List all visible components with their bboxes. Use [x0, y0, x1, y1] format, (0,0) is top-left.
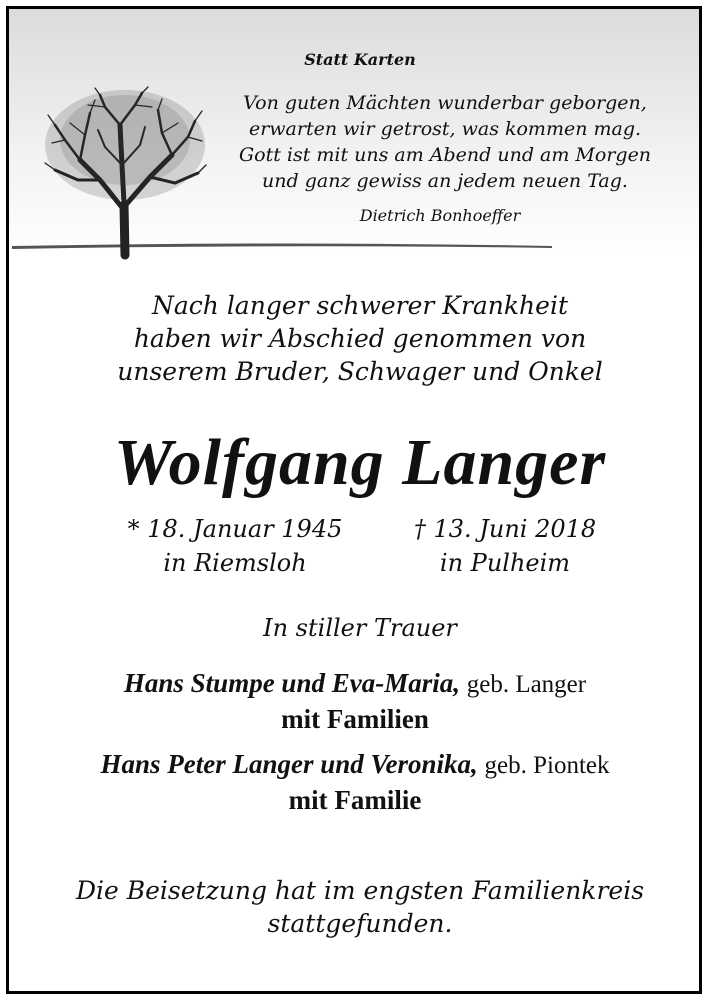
- death-place: in Pulheim: [439, 549, 571, 577]
- closing-line: Die Beisetzung hat im engsten Familienkreis: [75, 876, 645, 905]
- death-info: [385, 512, 625, 580]
- death-date: † 13. Juni 2018: [413, 515, 597, 543]
- birth-date: * 18. Januar 1945: [127, 515, 343, 543]
- mourning-line: In stiller Trauer: [263, 614, 457, 642]
- intro-line: haben wir Abschied genommen von: [133, 324, 587, 353]
- intro-line: unserem Bruder, Schwager und Onkel: [117, 357, 603, 386]
- poem-line: Gott ist mit uns am Abend und am Morgen: [238, 144, 652, 166]
- family-entry: [20, 747, 690, 817]
- family-nee: geb. Langer: [466, 671, 587, 698]
- poem-author: Dietrich Bonhoeffer: [359, 206, 521, 225]
- family-names: Hans Stumpe und Eva-Maria,: [123, 668, 460, 698]
- birth-info: [115, 512, 355, 580]
- family-sub: mit Familien: [281, 704, 429, 734]
- intro-line: Nach langer schwerer Krankheit: [151, 291, 568, 320]
- closing-line: stattgefunden.: [267, 909, 453, 938]
- poem-line: erwarten wir getrost, was kommen mag.: [248, 118, 642, 140]
- poem-line: Von guten Mächten wunderbar geborgen,: [243, 92, 647, 114]
- statt-karten-label: Statt Karten: [304, 50, 416, 69]
- bare-tree-icon: [40, 85, 210, 260]
- family-names: Hans Peter Langer und Veronika,: [100, 749, 478, 779]
- birth-place: in Riemsloh: [163, 549, 307, 577]
- poem: [210, 90, 680, 194]
- family-sub: mit Familie: [288, 785, 422, 815]
- closing-text: [50, 874, 670, 940]
- intro-text: [60, 289, 660, 388]
- family-nee: geb. Piontek: [484, 752, 610, 779]
- poem-line: und ganz gewiss an jedem neuen Tag.: [262, 170, 628, 192]
- deceased-name: Wolfgang Langer: [113, 426, 607, 499]
- family-entry: [20, 666, 690, 736]
